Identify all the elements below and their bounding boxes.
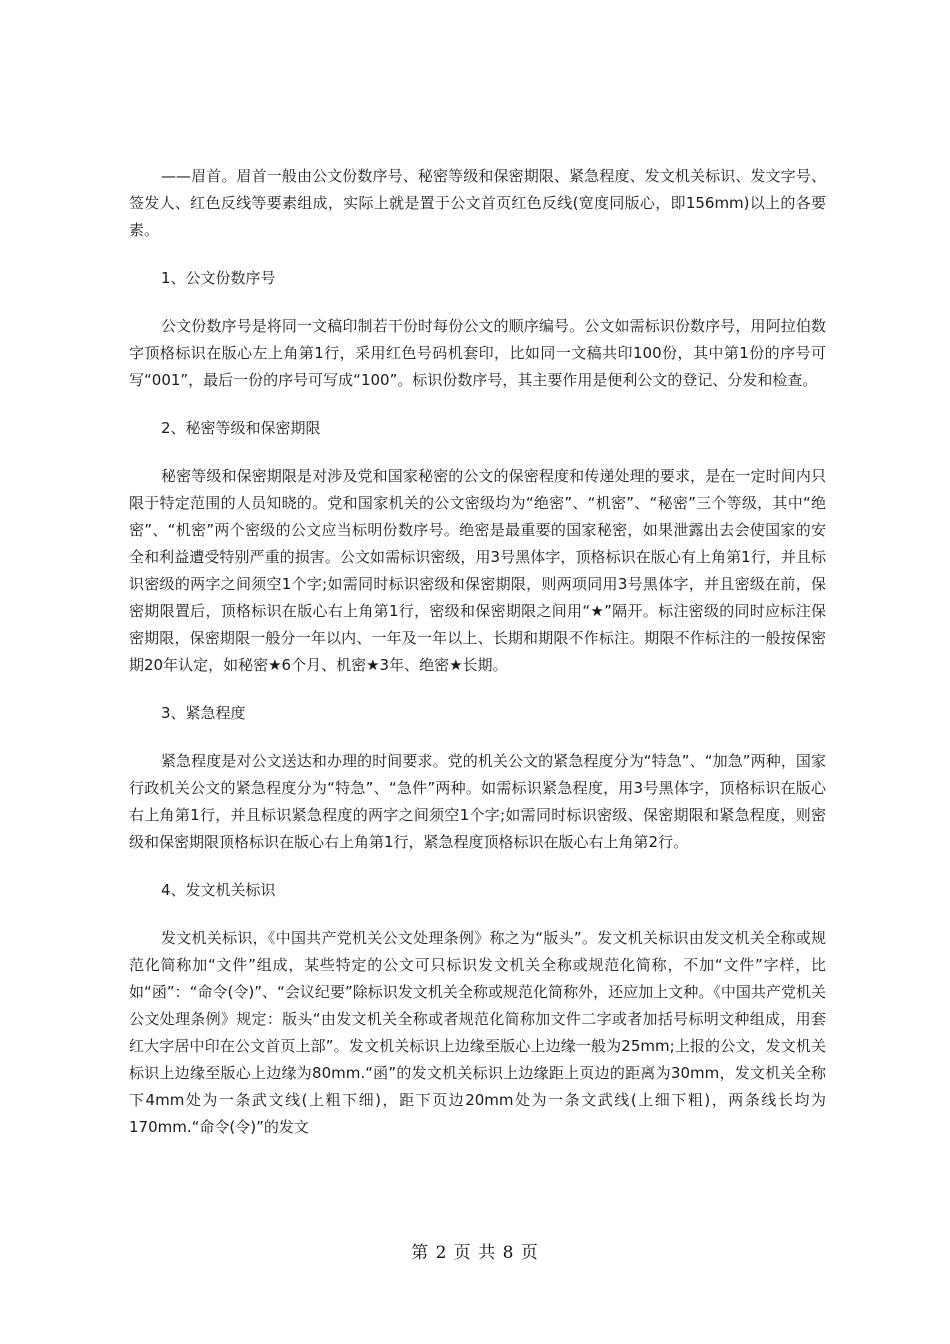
section-heading: 1、公文份数序号 bbox=[161, 269, 276, 287]
page-number-footer: 第 2 页 共 8 页 bbox=[411, 1243, 539, 1263]
document-body bbox=[129, 163, 826, 1141]
section-paragraph: 发文机关标识，《中国共产党机关公文处理条例》称之为“版头”。发文机关标识由发文机关全称或规范化简称加“文件”组成，某些特定的公文可只标识发文机关全称或规范化简称，不加“文件”字样，比如“函”：“命令(令)”、“会议纪要”除标识发文机关全称或规范化简称外，还应加上文种。《中国共产党机关公文处理条例》规定：版头“由发文机关全称或者规范化简称加文件二字或者加括号标明文种组成，用套红大字居中印在公文首页上部”。发文机关标识上边缘至版心上边缘一般为25mm;上报的公文，发文机关标识上边缘至版心上边缘为80mm.“函”的发文机关标识上边缘距上页边的距离为30mm，发文机关全称下4mm处为一条武文线(上粗下细)，距下页边20mm处为一条文武线(上细下粗)，两条线长均为170mm.“命令(令)”的发文 bbox=[129, 929, 826, 1136]
section-heading: 4、发文机关标识 bbox=[161, 881, 276, 899]
section-paragraph: 秘密等级和保密期限是对涉及党和国家秘密的公文的保密程度和传递处理的要求，是在一定时间内只限于特定范围的人员知晓的。党和国家机关的公文密级均为“绝密”、“机密”、“秘密”三个等级，其中“绝密”、“机密”两个密级的公文应当标明份数序号。绝密是最重要的国家秘密，如果泄露出去会使国家的安全和利益遭受特别严重的损害。公文如需标识密级，用3号黑体字，顶格标识在版心有上角第1行，并且标识密级的两字之间须空1个字;如需同时标识密级和保密期限，则两项同用3号黑体字，并且密级在前，保密期限置后，顶格标识在版心右上角第1行，密级和保密期限之间用“★”隔开。标注密级的同时应标注保密期限，保密期限一般分一年以内、一年及一年以上、长期和期限不作标注。期限不作标注的一般按保密期20年认定，如秘密★6个月、机密★3年、绝密★长期。 bbox=[129, 467, 826, 674]
intro-paragraph: ——眉首。眉首一般由公文份数序号、秘密等级和保密期限、紧急程度、发文机关标识、发文字号、签发人、红色反线等要素组成，实际上就是置于公文首页红色反线(宽度同版心，即156mm)以上的各要素。 bbox=[129, 167, 826, 239]
section-paragraph: 紧急程度是对公文送达和办理的时间要求。党的机关公文的紧急程度分为“特急”、“加急”两种，国家行政机关公文的紧急程度分为“特急”、“急件”两种。如需标识紧急程度，用3号黑体字，顶格标识在版心右上角第1行，并且标识紧急程度的两字之间须空1个字;如需同时标识密级、保密期限和紧急程度，则密级和保密期限顶格标识在版心右上角第1行，紧急程度顶格标识在版心右上角第2行。 bbox=[129, 752, 826, 851]
section-paragraph: 公文份数序号是将同一文稿印制若干份时每份公文的顺序编号。公文如需标识份数序号，用阿拉伯数字顶格标识在版心左上角第1行，采用红色号码机套印，比如同一文稿共印100份，其中第1份的序号可写“001”，最后一份的序号可写成“100”。标识份数序号，其主要作用是便利公文的登记、分发和检查。 bbox=[129, 317, 826, 389]
section-heading: 3、紧急程度 bbox=[161, 704, 246, 722]
section-heading: 2、秘密等级和保密期限 bbox=[161, 419, 321, 437]
